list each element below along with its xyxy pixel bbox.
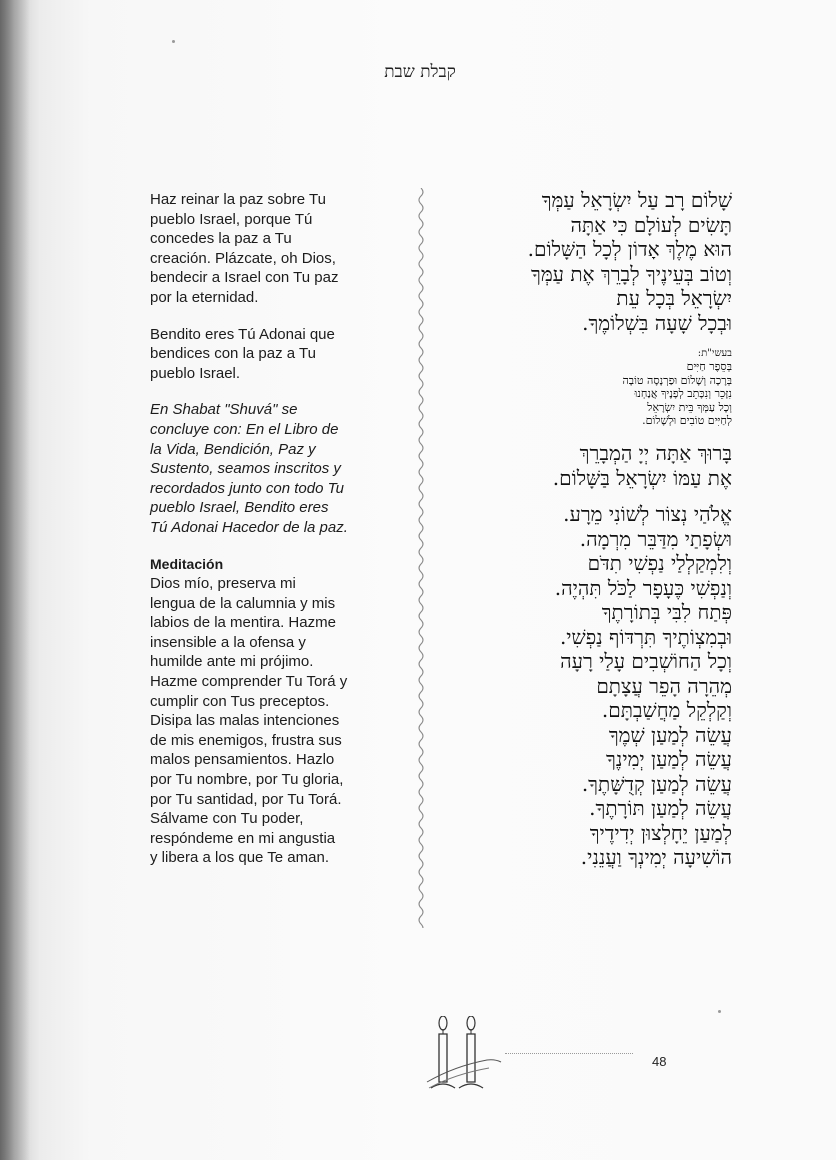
spine-shadow [0,0,30,1160]
text-line: תָּשִׂים לְעוֹלָם כִּי אַתָּה [570,212,732,237]
footer-rule [505,1053,633,1054]
text-line: בְּסֵפֶר חַיִּים [686,360,732,374]
text-line: אֱלֹהַי נְצוֹר לְשׁוֹנִי מֵרָע. [563,502,732,527]
text-line: Haz reinar la paz sobre Tu [150,191,326,208]
text-line: שָׁלוֹם רָב עַל יִשְׂרָאֵל עַמְּךָ [541,188,732,212]
spanish-paragraph-1 [150,190,380,308]
text-line: humilde ante mi prójimo. [150,653,314,671]
text-line: וְלִמְקַלְלַי נַפְשִׁי תִדֹּם [587,551,732,576]
shabbat-candles-icon [425,1016,505,1096]
page-number: 48 [652,1054,667,1069]
text-line: concluye con: En el Libro de [150,420,339,438]
text-line: וְטוֹב בְּעֵינֶיךָ לְבָרֵךְ אֶת עַמְּךָ [531,261,732,286]
spanish-meditation [150,555,380,869]
text-line: labios de la mentira. Hazme [150,614,336,632]
text-line: לְמַעַן יֵחָלְצוּן יְדִידֶיךָ [589,820,732,845]
text-line: Hazme comprender Tu Torá y [150,673,348,691]
text-line: la Vida, Bendición, Paz y [150,440,316,458]
text-line: Sálvame con Tu poder, [150,810,304,828]
text-line: בְּרָכָה וְשָׁלוֹם וּפַרְנָסָה טוֹבָה [622,373,732,387]
text-line: recordados junto con todo Tu [150,479,345,497]
text-line: אֶת עַמּוֹ יִשְׂרָאֵל בַּשָּׁלוֹם. [552,465,732,490]
text-line: וּבְכָל שָׁעָה בִּשְׁלוֹמֶךָ. [582,310,732,335]
text-line: הוּא מֶלֶךְ אָדוֹן לְכָל הַשָּׁלוֹם. [527,237,732,261]
text-line: מְהֵרָה הָפֵר עֲצָתָם [596,673,732,698]
text-line: עֲשֵׂה לְמַעַן תּוֹרָתֶךָ. [589,796,732,821]
text-line: cumplir con Tus preceptos. [150,692,330,710]
text-line: וּבְמִצְוֹתֶיךָ תִּרְדּוֹף נַפְשִׁי. [559,624,732,649]
text-line: נִזָּכֵר וְנִכָּתֵב לְפָנֶיךָ אֲנַחְנוּ [634,387,732,401]
hebrew-block-aseret-yemei [442,347,732,427]
text-line: concedes la paz a Tu [150,230,292,248]
spanish-paragraph-2 [150,325,380,384]
text-line: וְקַלְקֵל מַחֲשַׁבְתָּם. [601,698,732,723]
text-line: עֲשֵׂה לְמַעַן קְדֻשָּׁתֶךָ. [581,771,732,796]
text-line: por Tu nombre, por Tu gloria, [150,771,344,789]
text-line: por Tu santidad, por Tu Torá. [150,790,342,808]
text-line: הוֹשִׁיעָה יְמִינְךָ וַעֲנֵנִי. [580,845,732,870]
spanish-column [150,190,380,868]
paper-speck [718,1010,721,1013]
text-line: respóndeme en mi angustia [150,829,336,847]
hebrew-block-elohai-netzor [442,502,732,870]
hebrew-block-baruch [442,441,732,490]
text-line: lengua de la calumnia y mis [150,594,336,612]
text-line: pueblo Israel, porque Tú [150,210,313,228]
page-header: קבלת שבת [384,62,456,82]
text-line: por la eternidad. [150,288,259,306]
text-line: וְנַפְשִׁי כֶּעָפָר לַכֹּל תִּהְיֶה. [554,575,732,600]
hebrew-block-sim-shalom [442,188,732,335]
text-line: Disipa las malas intenciones [150,712,340,730]
text-line: וְכָל עַמְּךָ בֵּית יִשְׂרָאֵל [647,400,732,414]
text-line: וְכָל הַחוֹשְׁבִים עָלַי רָעָה [560,649,732,674]
text-line: y libera a los que Te aman. [150,849,329,867]
text-line: pueblo Israel, Bendito eres [150,499,329,517]
text-line: Tú Adonai Hacedor de la paz. [150,518,348,536]
wavy-column-divider [414,188,428,928]
text-line: Bendito eres Tú Adonai que [150,325,335,343]
meditation-heading: Meditación [150,555,224,572]
text-line: creación. Plázcate, oh Dios, [150,249,336,267]
text-line: עֲשֵׂה לְמַעַן שְׁמֶךָ [608,722,732,747]
text-line: עֲשֵׂה לְמַעַן יְמִינֶךָ [606,747,732,772]
text-line: insensible a la ofensa y [150,633,306,651]
text-line: En Shabat "Shuvá" se [150,401,298,419]
small-heading: בעשי"ת: [697,348,732,359]
text-line: malos pensamientos. Hazlo [150,751,335,769]
hebrew-column [442,188,732,882]
paper-speck [172,40,175,43]
text-line: Sustento, seamos inscritos y [150,460,341,478]
text-line: bendices con la paz a Tu [150,345,316,363]
text-line: de mis enemigos, frustra sus [150,731,342,749]
text-line: pueblo Israel. [150,364,241,382]
text-line: בָּרוּךְ אַתָּה יְיָ הַמְבָרֵךְ [579,441,732,466]
spanish-shuva-note [150,400,380,537]
text-line: יִשְׂרָאֵל בְּכָל עֵת [616,286,732,310]
text-line: וּשְׂפָתַי מִדַּבֵּר מִרְמָה. [579,526,732,551]
text-line: Dios mío, preserva mi [150,575,296,593]
text-line: פְּתַח לִבִּי בְּתוֹרָתֶךָ [601,600,732,625]
text-line: לְחַיִּים טוֹבִים וּלְשָׁלוֹם. [642,414,732,428]
text-line: bendecir a Israel con Tu paz [150,269,339,287]
